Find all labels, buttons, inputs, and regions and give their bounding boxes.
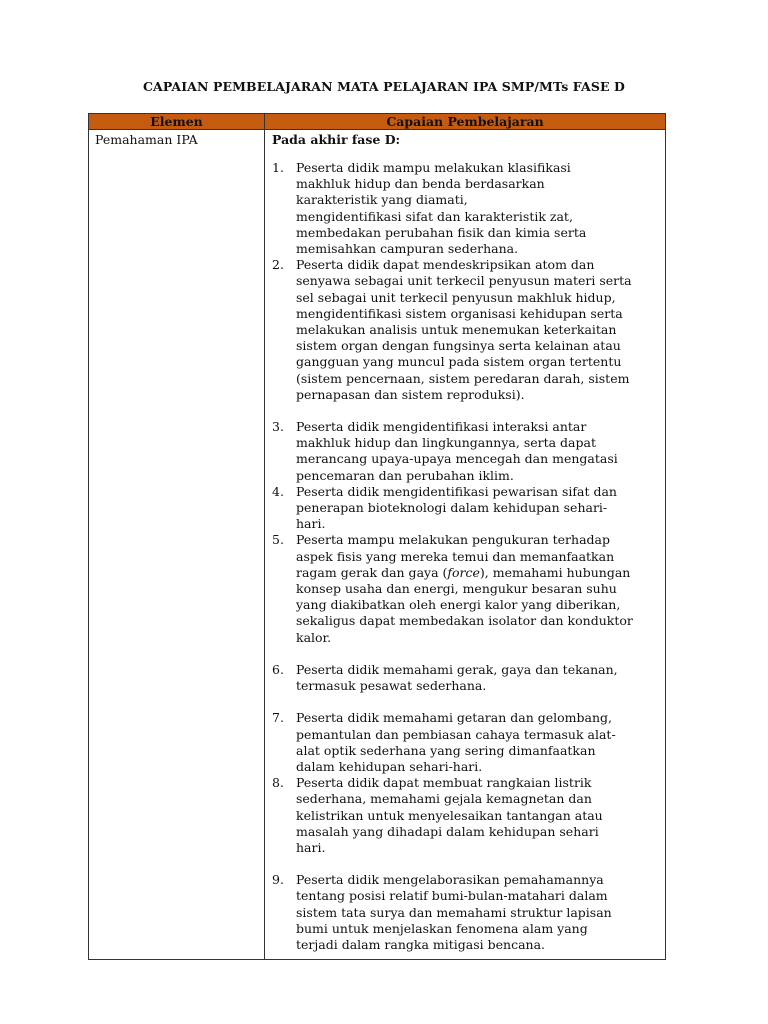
list-item-number: 8. [272,775,284,791]
list-item-line: Peserta didik memahami getaran dan gelombang, [296,710,612,726]
header-elemen: Elemen [89,114,265,130]
list-item-text [296,775,659,856]
list-item-line: memisahkan campuran sederhana. [296,241,519,257]
list-item-line: termasuk pesawat sederhana. [296,678,487,694]
element-cell: Pemahaman IPA [89,130,265,960]
list-item-line: gangguan yang muncul pada sistem organ tertentu [296,354,622,370]
list-item-line: sel sebagai unit terkecil penyusun makhluk hidup, [296,289,616,305]
outcome-list [272,160,659,953]
list-item-number: 3. [272,419,284,435]
list-item-line: senyawa sebagai unit terkecil penyusun materi serta [296,273,632,289]
list-item-line: makhluk hidup dan lingkungannya, serta dapat [296,435,596,451]
list-item-line: masalah yang dihadapi dalam kehidupan sehari [296,823,599,839]
list-item-line: aspek fisis yang mereka temui dan memanfaatkan [296,548,615,564]
list-item-number: 4. [272,483,284,499]
table-header-row [89,114,666,130]
lead-text: Pada akhir fase D: [272,132,401,147]
list-item-line: ragam gerak dan gaya (force), memahami hubungan [296,564,631,580]
list-item-line: yang diakibatkan oleh energi kalor yang diberikan, [296,597,621,613]
table-row [89,130,666,960]
list-item-line: hari. [296,516,326,532]
list-item-line: makhluk hidup dan benda berdasarkan [296,176,545,192]
list-item-line: pencemaran dan perubahan iklim. [296,467,514,483]
list-item-line: Peserta didik mengelaborasikan pemahamannya [296,872,604,888]
list-item-text [296,710,659,775]
list-item-line: pernapasan dan sistem reproduksi). [296,386,525,402]
list-item-line: mengidentifikasi sifat dan karakteristik zat, [296,208,573,224]
list-item [272,710,659,775]
list-item-line: hari. [296,839,326,855]
list-item-line: sederhana, memahami gejala kemagnetan dan [296,791,592,807]
list-item-line: pemantulan dan pembiasan cahaya termasuk alat- [296,726,616,742]
list-item [272,872,659,953]
list-item-line: mengidentifikasi sistem organisasi kehidupan serta [296,305,623,321]
list-item-line: bumi untuk menjelaskan fenomena alam yang [296,920,588,936]
curriculum-table [88,113,666,960]
list-item [272,775,659,856]
list-item-line: Peserta mampu melakukan pengukuran terhadap [296,532,610,548]
list-item [272,257,659,403]
list-item-line: penerapan bioteknologi dalam kehidupan sehari- [296,500,608,516]
list-item-line: (sistem pencernaan, sistem peredaran darah, sistem [296,370,630,386]
list-item-line: sistem tata surya dan memahami struktur lapisan [296,904,612,920]
list-item-text [296,419,659,484]
list-item-text [296,662,659,694]
list-item-line: Peserta didik dapat membuat rangkaian listrik [296,775,592,791]
list-item-line: karakteristik yang diamati, [296,192,468,208]
list-item-line: kelistrikan untuk menyelesaikan tantangan atau [296,807,603,823]
list-item [272,419,659,484]
list-item-text [296,257,659,403]
list-item-line: dalam kehidupan sehari-hari. [296,758,483,774]
list-item-number: 5. [272,532,284,548]
list-item-text [296,484,659,533]
list-item-line: Peserta didik mampu melakukan klasifikasi [296,160,571,175]
outcome-cell [265,130,666,960]
list-item-line: terjadi dalam rangka mitigasi bencana. [296,936,545,952]
list-item-line: Peserta didik mengidentifikasi pewarisan sifat dan [296,483,617,499]
list-item-line: sistem organ dengan fungsinya serta kelainan atau [296,338,621,354]
list-item-text [296,160,659,257]
list-item-line: kalor. [296,629,332,645]
list-item-line: Peserta didik mengidentifikasi interaksi antar [296,419,587,435]
list-item-text [296,872,659,953]
list-item-line: merancang upaya-upaya mencegah dan mengatasi [296,451,618,467]
list-item-number: 7. [272,710,284,726]
page-title: CAPAIAN PEMBELAJARAN MATA PELAJARAN IPA SMP/MTs FASE D [143,79,625,94]
list-item-line: alat optik sederhana yang sering dimanfaatkan [296,742,596,758]
list-item-number: 9. [272,872,284,888]
list-item-line: Peserta didik memahami gerak, gaya dan tekanan, [296,661,618,677]
list-item-number: 1. [272,160,284,175]
list-item-line: konsep usaha dan energi, mengukur besaran suhu [296,581,617,597]
list-item-line: sekaligus dapat membedakan isolator dan konduktor [296,613,633,629]
list-item-text [296,532,659,645]
list-item-number: 2. [272,257,284,273]
list-item-line: tentang posisi relatif bumi-bulan-matahari dalam [296,888,608,904]
list-item [272,662,659,694]
list-item-line: melakukan analisis untuk menemukan keterkaitan [296,322,617,338]
list-item [272,160,659,257]
header-capaian: Capaian Pembelajaran [265,114,666,130]
list-item-line: Peserta didik dapat mendeskripsikan atom dan [296,257,595,273]
list-item [272,532,659,645]
list-item [272,484,659,533]
list-item-number: 6. [272,661,284,677]
list-item-line: membedakan perubahan fisik dan kimia serta [296,224,587,240]
